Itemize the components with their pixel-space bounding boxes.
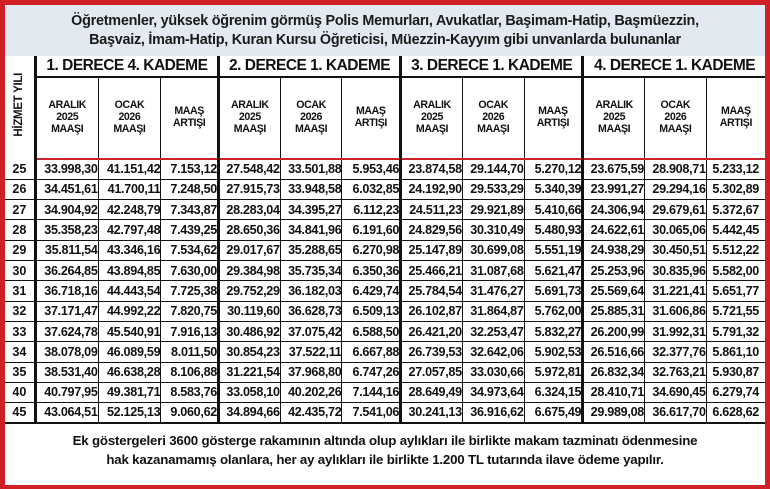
cell-g2-c2: 34.841,96	[280, 220, 342, 240]
group-header-1: 1. DERECE 4. KADEME	[35, 56, 218, 77]
row-label-service-year: 40	[5, 382, 35, 402]
row-label-service-year: 45	[5, 403, 35, 423]
cell-g1-c1: 35.358,23	[35, 220, 98, 240]
cell-g1-c3: 7.439,25	[161, 220, 219, 240]
row-label-service-year: 34	[5, 342, 35, 362]
col-header-g4-aralik2025	[583, 77, 645, 159]
cell-g1-c1: 38.078,09	[35, 342, 98, 362]
cell-g1-c2: 42.797,48	[98, 220, 161, 240]
col-header-g2-maasartisi	[342, 77, 401, 159]
col-header-text: MAAŞI	[477, 122, 510, 135]
cell-g3-c1: 24.829,56	[401, 220, 463, 240]
cell-g3-c3: 5.972,81	[524, 362, 583, 382]
cell-g4-c2: 28.908,71	[644, 159, 706, 179]
row-label-service-year: 33	[5, 321, 35, 341]
col-header-g2-ocak2026	[280, 77, 342, 159]
col-header-text: ARALIK	[595, 99, 633, 112]
cell-g1-c1: 37.171,47	[35, 301, 98, 321]
cell-g3-c3: 5.621,47	[524, 261, 583, 281]
cell-g3-c2: 32.253,47	[462, 321, 524, 341]
cell-g4-c3: 5.930,87	[706, 362, 765, 382]
cell-g4-c2: 31.992,31	[644, 321, 706, 341]
cell-g2-c3: 7.541,06	[342, 403, 401, 423]
cell-g4-c3: 5.721,55	[706, 301, 765, 321]
cell-g4-c3: 5.302,89	[706, 179, 765, 199]
col-header-text: MAAŞI	[233, 122, 266, 135]
cell-g3-c1: 24.192,90	[401, 179, 463, 199]
cell-g3-c3: 5.551,19	[524, 240, 583, 260]
cell-g4-c3: 5.512,22	[706, 240, 765, 260]
cell-g1-c1: 40.797,95	[35, 382, 98, 402]
col-header-g1-ocak2026	[98, 77, 161, 159]
cell-g3-c1: 26.421,20	[401, 321, 463, 341]
row-label-service-year: 27	[5, 200, 35, 220]
table-row	[5, 321, 765, 341]
cell-g4-c1: 23.991,27	[583, 179, 645, 199]
cell-g2-c1: 30.119,60	[218, 301, 280, 321]
cell-g4-c1: 23.675,59	[583, 159, 645, 179]
cell-g3-c1: 28.649,49	[401, 382, 463, 402]
col-header-g1-aralik2025	[35, 77, 98, 159]
cell-g2-c1: 29.752,29	[218, 281, 280, 301]
cell-g4-c1: 24.622,61	[583, 220, 645, 240]
cell-g2-c1: 27.548,42	[218, 159, 280, 179]
cell-g1-c3: 7.725,38	[161, 281, 219, 301]
col-header-text: 2026	[300, 111, 323, 124]
cell-g2-c3: 6.350,36	[342, 261, 401, 281]
cell-g4-c2: 29.294,16	[644, 179, 706, 199]
cell-g1-c1: 36.264,85	[35, 261, 98, 281]
cell-g2-c2: 42.435,72	[280, 403, 342, 423]
cell-g4-c2: 31.606,86	[644, 301, 706, 321]
cell-g2-c3: 6.270,98	[342, 240, 401, 260]
cell-g2-c3: 6.747,26	[342, 362, 401, 382]
cell-g4-c2: 30.835,96	[644, 261, 706, 281]
cell-g1-c3: 7.630,00	[161, 261, 219, 281]
col-header-text: MAAŞ	[721, 105, 751, 118]
cell-g3-c2: 31.476,27	[462, 281, 524, 301]
row-header-label: HİZMET YILI	[12, 73, 25, 137]
col-header-text: OCAK	[114, 99, 145, 112]
cell-g3-c3: 5.410,66	[524, 200, 583, 220]
cell-g2-c3: 6.191,60	[342, 220, 401, 240]
row-label-service-year: 26	[5, 179, 35, 199]
cell-g4-c2: 32.763,21	[644, 362, 706, 382]
cell-g2-c1: 29.017,67	[218, 240, 280, 260]
cell-g4-c2: 29.679,61	[644, 200, 706, 220]
cell-g4-c1: 24.938,29	[583, 240, 645, 260]
cell-g3-c1: 24.511,23	[401, 200, 463, 220]
cell-g4-c2: 30.065,06	[644, 220, 706, 240]
cell-g4-c2: 32.377,76	[644, 342, 706, 362]
title-line-1: Öğretmenler, yüksek öğrenim görmüş Polis Memurları, Avukatlar, Başimam-Hatip, Başmüezzin,	[71, 13, 699, 29]
cell-g1-c1: 34.451,61	[35, 179, 98, 199]
cell-g3-c1: 23.874,58	[401, 159, 463, 179]
cell-g4-c1: 26.200,99	[583, 321, 645, 341]
cell-g1-c2: 44.443,54	[98, 281, 161, 301]
col-header-text: MAAŞI	[294, 122, 328, 135]
cell-g1-c1: 35.811,54	[35, 240, 98, 260]
cell-g3-c2: 31.087,68	[462, 261, 524, 281]
col-header-text: MAAŞI	[659, 122, 692, 135]
cell-g4-c3: 5.791,32	[706, 321, 765, 341]
sub-header-row	[5, 77, 765, 159]
cell-g4-c1: 28.410,71	[583, 382, 645, 402]
cell-g3-c3: 5.902,53	[524, 342, 583, 362]
cell-g1-c1: 33.998,30	[35, 159, 98, 179]
table-row	[5, 362, 765, 382]
cell-g2-c3: 6.429,74	[342, 281, 401, 301]
group-header-row	[5, 56, 765, 77]
cell-g2-c3: 6.112,23	[342, 200, 401, 220]
cell-g2-c3: 6.032,85	[342, 179, 401, 199]
cell-g4-c2: 31.221,41	[644, 281, 706, 301]
cell-g2-c2: 40.202,26	[280, 382, 342, 402]
table-row	[5, 179, 765, 199]
cell-g2-c3: 6.509,13	[342, 301, 401, 321]
cell-g3-c2: 30.310,49	[462, 220, 524, 240]
col-header-text: OCAK	[478, 99, 508, 112]
cell-g2-c2: 33.501,88	[280, 159, 342, 179]
cell-g3-c2: 34.973,64	[462, 382, 524, 402]
col-header-text: ARALIK	[413, 99, 451, 112]
row-label-service-year: 35	[5, 362, 35, 382]
cell-g4-c3: 5.651,77	[706, 281, 765, 301]
table-row	[5, 342, 765, 362]
group-header-4: 4. DERECE 1. KADEME	[583, 56, 765, 77]
col-header-text: 2025	[238, 111, 261, 124]
col-header-text: MAAŞ	[174, 105, 204, 118]
cell-g2-c2: 34.395,27	[280, 200, 342, 220]
cell-g1-c2: 41.700,11	[98, 179, 161, 199]
col-header-text: ARTIŞI	[354, 117, 387, 130]
col-header-g3-maasartisi	[524, 77, 583, 159]
cell-g2-c2: 36.182,03	[280, 281, 342, 301]
cell-g4-c3: 6.628,62	[706, 403, 765, 423]
col-header-text: OCAK	[660, 99, 691, 112]
table-row	[5, 382, 765, 402]
table-row	[5, 240, 765, 260]
cell-g2-c2: 35.288,65	[280, 240, 342, 260]
cell-g1-c2: 43.894,85	[98, 261, 161, 281]
row-label-service-year: 30	[5, 261, 35, 281]
row-label-service-year: 29	[5, 240, 35, 260]
cell-g2-c1: 30.486,92	[218, 321, 280, 341]
cell-g1-c3: 8.106,88	[161, 362, 219, 382]
cell-g1-c2: 44.992,22	[98, 301, 161, 321]
cell-g1-c2: 46.638,28	[98, 362, 161, 382]
row-label-service-year: 28	[5, 220, 35, 240]
cell-g1-c1: 34.904,92	[35, 200, 98, 220]
cell-g3-c1: 25.466,21	[401, 261, 463, 281]
table-row	[5, 261, 765, 281]
cell-g3-c2: 29.144,70	[462, 159, 524, 179]
col-header-text: MAAŞ	[355, 105, 386, 118]
row-label-service-year: 31	[5, 281, 35, 301]
cell-g4-c2: 36.617,70	[644, 403, 706, 423]
cell-g2-c1: 31.221,54	[218, 362, 280, 382]
col-header-g3-aralik2025	[401, 77, 463, 159]
cell-g2-c2: 37.075,42	[280, 321, 342, 341]
col-header-text: ARTIŞI	[719, 117, 753, 130]
cell-g4-c3: 5.372,67	[706, 200, 765, 220]
row-header-vertical-cell	[5, 56, 35, 159]
cell-g3-c2: 30.699,08	[462, 240, 524, 260]
group-header-2: 2. DERECE 1. KADEME	[218, 56, 400, 77]
row-label-service-year: 32	[5, 301, 35, 321]
cell-g4-c1: 24.306,94	[583, 200, 645, 220]
cell-g2-c3: 6.667,88	[342, 342, 401, 362]
table-body	[5, 159, 765, 423]
cell-g2-c1: 30.854,23	[218, 342, 280, 362]
cell-g4-c3: 6.279,74	[706, 382, 765, 402]
table-row	[5, 200, 765, 220]
table-row	[5, 403, 765, 423]
cell-g1-c2: 52.125,13	[98, 403, 161, 423]
col-header-text: 2026	[482, 111, 505, 124]
cell-g3-c3: 5.270,12	[524, 159, 583, 179]
footer-line-1: Ek göstergeleri 3600 gösterge rakamının altında olup aylıkları ile birlikte makam tazminatı ödenmesine	[72, 432, 698, 448]
cell-g4-c2: 34.690,45	[644, 382, 706, 402]
cell-g1-c3: 7.820,75	[161, 301, 219, 321]
col-header-text: MAAŞI	[51, 122, 84, 135]
cell-g1-c3: 7.153,12	[161, 159, 219, 179]
col-header-text: ARALIK	[231, 99, 269, 112]
cell-g2-c1: 34.894,66	[218, 403, 280, 423]
col-header-text: MAAŞI	[415, 122, 449, 135]
cell-g1-c3: 8.011,50	[161, 342, 219, 362]
col-header-text: 2025	[603, 111, 626, 124]
cell-g4-c1: 25.569,64	[583, 281, 645, 301]
cell-g2-c1: 33.058,10	[218, 382, 280, 402]
cell-g2-c2: 35.735,34	[280, 261, 342, 281]
col-header-text: ARTIŞI	[172, 117, 206, 130]
cell-g3-c3: 6.675,49	[524, 403, 583, 423]
cell-g4-c3: 5.233,12	[706, 159, 765, 179]
cell-g4-c1: 25.253,96	[583, 261, 645, 281]
col-header-g4-maasartisi	[706, 77, 765, 159]
cell-g1-c3: 8.583,76	[161, 382, 219, 402]
cell-g1-c2: 45.540,91	[98, 321, 161, 341]
col-header-g1-maasartisi	[161, 77, 219, 159]
cell-g3-c2: 33.030,66	[462, 362, 524, 382]
table-row	[5, 220, 765, 240]
cell-g1-c3: 7.534,62	[161, 240, 219, 260]
col-header-text: ARALIK	[48, 99, 87, 112]
cell-g3-c1: 27.057,85	[401, 362, 463, 382]
cell-g1-c3: 9.060,62	[161, 403, 219, 423]
cell-g1-c2: 49.381,71	[98, 382, 161, 402]
cell-g3-c1: 25.147,89	[401, 240, 463, 260]
cell-g1-c2: 43.346,16	[98, 240, 161, 260]
cell-g1-c3: 7.916,13	[161, 321, 219, 341]
cell-g1-c2: 42.248,79	[98, 200, 161, 220]
cell-g3-c3: 6.324,15	[524, 382, 583, 402]
cell-g2-c3: 5.953,46	[342, 159, 401, 179]
cell-g4-c3: 5.582,00	[706, 261, 765, 281]
col-header-g3-ocak2026	[462, 77, 524, 159]
cell-g1-c1: 37.624,78	[35, 321, 98, 341]
col-header-text: 2025	[56, 111, 79, 124]
cell-g3-c2: 29.921,89	[462, 200, 524, 220]
cell-g3-c3: 5.340,39	[524, 179, 583, 199]
cell-g4-c1: 26.832,34	[583, 362, 645, 382]
col-header-text: OCAK	[296, 99, 326, 112]
cell-g3-c2: 36.916,62	[462, 403, 524, 423]
cell-g2-c1: 27.915,73	[218, 179, 280, 199]
cell-g1-c3: 7.248,50	[161, 179, 219, 199]
cell-g1-c1: 36.718,16	[35, 281, 98, 301]
cell-g3-c1: 25.784,54	[401, 281, 463, 301]
footer-note	[5, 424, 765, 470]
cell-g2-c3: 6.588,50	[342, 321, 401, 341]
cell-g4-c1: 25.885,31	[583, 301, 645, 321]
cell-g3-c3: 5.832,27	[524, 321, 583, 341]
cell-g4-c3: 5.861,10	[706, 342, 765, 362]
salary-table	[5, 56, 765, 424]
col-header-g2-aralik2025	[218, 77, 280, 159]
cell-g3-c3: 5.480,93	[524, 220, 583, 240]
col-header-text: 2025	[421, 111, 443, 124]
col-header-g4-ocak2026	[644, 77, 706, 159]
cell-g2-c2: 36.628,73	[280, 301, 342, 321]
cell-g3-c2: 31.864,87	[462, 301, 524, 321]
cell-g1-c2: 46.089,59	[98, 342, 161, 362]
col-header-text: 2026	[118, 111, 141, 124]
cell-g3-c3: 5.691,73	[524, 281, 583, 301]
title-line-2: Başvaiz, İmam-Hatip, Kuran Kursu Öğreticisi, Müezzin-Kayyım gibi unvanlarda bulunanlar	[89, 32, 681, 49]
cell-g4-c3: 5.442,45	[706, 220, 765, 240]
cell-g2-c1: 28.650,36	[218, 220, 280, 240]
cell-g4-c1: 29.989,08	[583, 403, 645, 423]
cell-g3-c3: 5.762,00	[524, 301, 583, 321]
cell-g3-c1: 26.102,87	[401, 301, 463, 321]
group-header-3: 3. DERECE 1. KADEME	[401, 56, 583, 77]
col-header-text: MAAŞI	[113, 122, 146, 135]
cell-g2-c2: 37.968,80	[280, 362, 342, 382]
cell-g2-c1: 29.384,98	[218, 261, 280, 281]
cell-g4-c1: 26.516,66	[583, 342, 645, 362]
col-header-text: MAAŞ	[538, 105, 568, 118]
col-header-text: ARTIŞI	[536, 117, 570, 130]
cell-g2-c3: 7.144,16	[342, 382, 401, 402]
cell-g2-c1: 28.283,04	[218, 200, 280, 220]
table-row	[5, 301, 765, 321]
footer-line-2: hak kazanamamış olanlara, her ay aylıkları ile birlikte 1.200 TL tutarında ilave ödeme yapılır.	[106, 451, 664, 467]
col-header-text: 2026	[664, 111, 687, 124]
cell-g1-c2: 41.151,42	[98, 159, 161, 179]
cell-g1-c1: 43.064,51	[35, 403, 98, 423]
row-label-service-year: 25	[5, 159, 35, 179]
table-row	[5, 159, 765, 179]
cell-g1-c1: 38.531,40	[35, 362, 98, 382]
table-row	[5, 281, 765, 301]
cell-g3-c2: 29.533,29	[462, 179, 524, 199]
cell-g4-c2: 30.450,51	[644, 240, 706, 260]
cell-g2-c2: 37.522,11	[280, 342, 342, 362]
cell-g1-c3: 7.343,87	[161, 200, 219, 220]
col-header-text: MAAŞI	[598, 122, 631, 135]
cell-g3-c1: 30.241,13	[401, 403, 463, 423]
cell-g3-c1: 26.739,53	[401, 342, 463, 362]
cell-g2-c2: 33.948,58	[280, 179, 342, 199]
title-band	[5, 5, 765, 56]
cell-g3-c2: 32.642,06	[462, 342, 524, 362]
